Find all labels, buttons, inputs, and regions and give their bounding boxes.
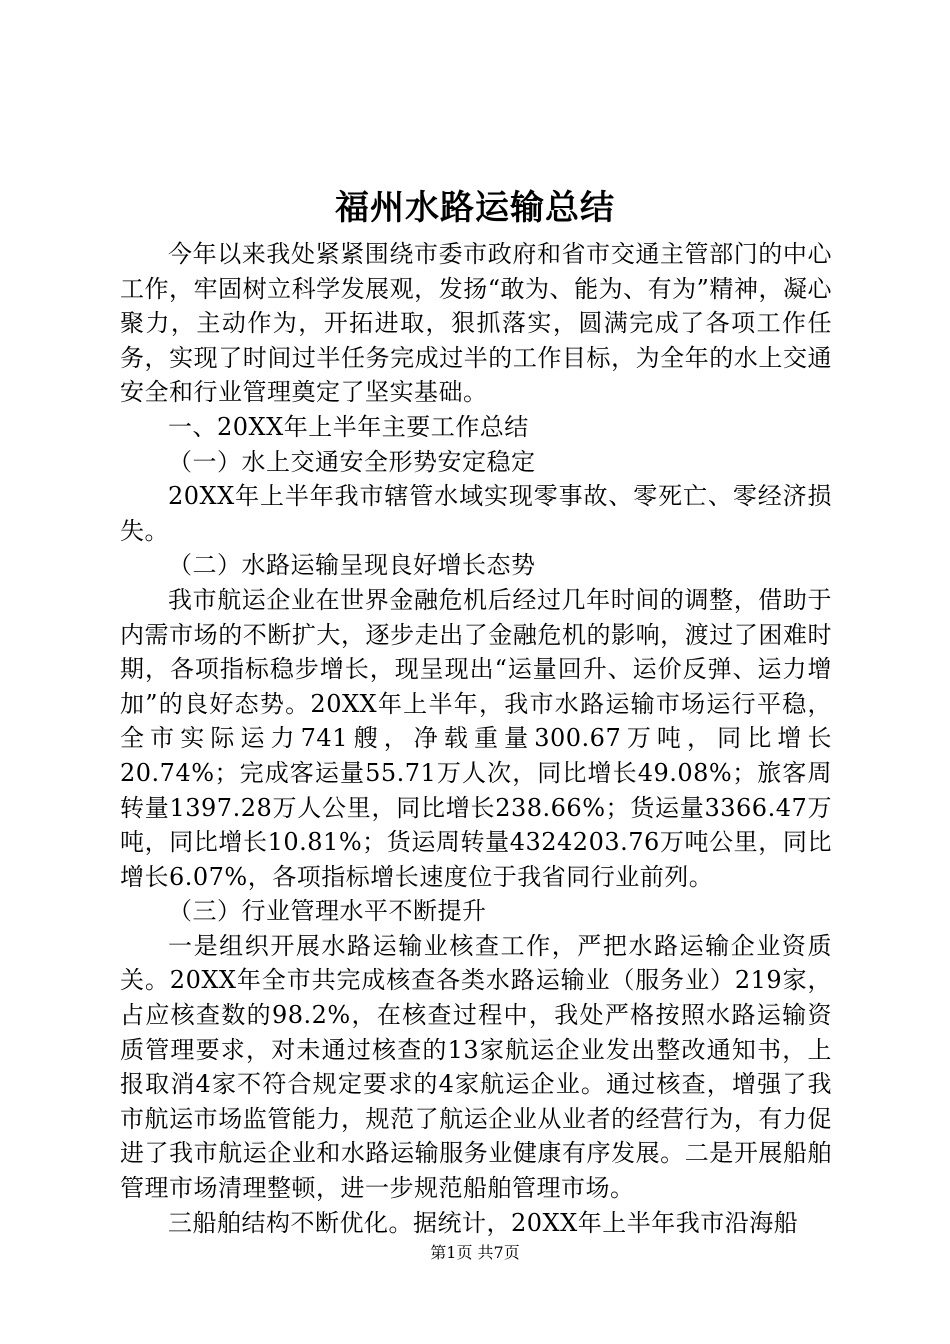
- section-heading-1: 一、20XX年上半年主要工作总结: [168, 412, 529, 441]
- paragraph-intro: 今年以来我处紧紧围绕市委市政府和省市交通主管部门的中心工作，牢固树立科学发展观，发扬“敢为、能为、有为”精神，凝心聚力，主动作为，开拓进取，狠抓落实，圆满完成了各项工作任务，实现了时间过半任务完成过半的工作目标，为全年的水上交通安全和行业管理奠定了坚实基础。: [120, 240, 832, 407]
- subsection-heading-2: （二）水路运输呈现良好增长态势: [168, 551, 536, 580]
- paragraph-transport-growth: 我市航运企业在世界金融危机后经过几年时间的调整，借助于内需市场的不断扩大，逐步走出了金融危机的影响，渡过了困难时期，各项指标稳步增长，现呈现出“运量回升、运价反弹、运力增加”的良好态势。20XX年上半年，我市水路运输市场运行平稳，全市实际运力741艘，净载重量300.67万吨，同比增长20.74%；完成客运量55.71万人次，同比增长49.08%；旅客周转量1397.28万人公里，同比增长238.66%；货运量3366.47万吨，同比增长10.81%；货运周转量4324203.76万吨公里，同比增长6.07%，各项指标增长速度位于我省同行业前列。: [120, 585, 832, 891]
- document-body: [120, 237, 832, 1240]
- paragraph-management: 一是组织开展水路运输业核查工作，严把水路运输企业资质关。20XX年全市共完成核查各类水路运输业（服务业）219家，占应核查数的98.2%，在核查过程中，我处严格按照水路运输资质管理要求，对未通过核查的13家航运企业发出整改通知书，上报取消4家不符合规定要求的4家航运企业。通过核查，增强了我市航运市场监管能力，规范了航运企业从业者的经营行为，有力促进了我市航运企业和水路运输服务业健康有序发展。二是开展船舶管理市场清理整顿，进一步规范船舶管理市场。: [120, 931, 832, 1203]
- subsection-heading-1: （一）水上交通安全形势安定稳定: [168, 447, 536, 476]
- paragraph-ship-structure: 三船舶结构不断优化。据统计，20XX年上半年我市沿海船: [168, 1208, 799, 1237]
- page-number: 第1页 共7页: [430, 1243, 520, 1262]
- paragraph-safety: 20XX年上半年我市辖管水域实现零事故、零死亡、零经济损失。: [120, 482, 832, 545]
- subsection-heading-3: （三）行业管理水平不断提升: [168, 897, 487, 926]
- document-title: 福州水路运输总结: [335, 188, 615, 228]
